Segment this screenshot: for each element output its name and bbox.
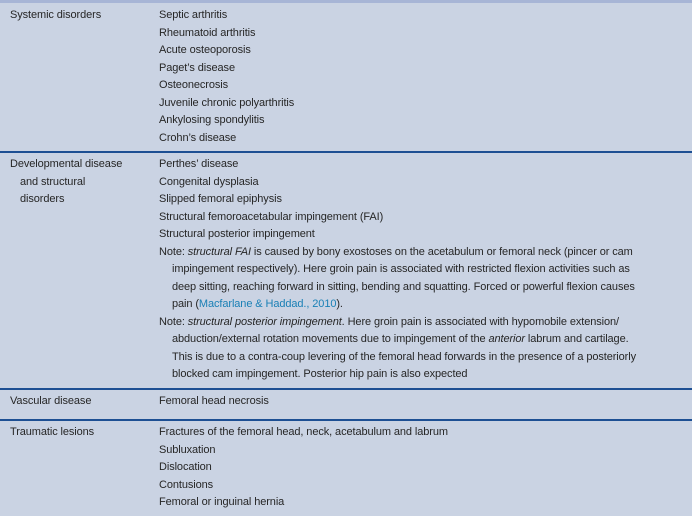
- diagnosis-item: Paget’s disease: [159, 61, 235, 74]
- note-text: is caused by bony exostoses on the acetabulum or femoral neck (pincer or cam: [250, 245, 633, 258]
- category-label: [0, 7, 159, 147]
- note-text: deep sitting, reaching forward in sitting, bending and squatting. Forced or powerful flexion causes: [172, 280, 635, 293]
- items-column: [159, 7, 692, 147]
- category-label: [0, 393, 159, 411]
- note-text: pain (: [172, 298, 199, 310]
- items-column: [159, 424, 692, 512]
- italic-term: structural FAI: [187, 245, 251, 258]
- diagnosis-item: Slipped femoral epiphysis: [159, 193, 282, 205]
- diagnosis-item: Femoral or inguinal hernia: [159, 496, 285, 508]
- category-label-line: Developmental disease: [10, 158, 123, 170]
- diagnosis-item: Perthes’ disease: [159, 158, 239, 170]
- note-line: [159, 261, 692, 279]
- diagnosis-item: Osteonecrosis: [159, 79, 229, 91]
- table-section: [0, 3, 692, 151]
- note-text: abduction/external rotation movements due to impingement of the: [172, 333, 489, 345]
- category-label: [0, 156, 159, 384]
- differential-diagnosis-table: [0, 3, 692, 516]
- citation-link[interactable]: Macfarlane & Haddad., 2010: [198, 298, 337, 310]
- diagnosis-item: Ankylosing spondylitis: [159, 114, 265, 126]
- category-label-line: Vascular disease: [10, 394, 92, 407]
- diagnosis-item: Structural posterior impingement: [159, 228, 315, 240]
- note-line: [159, 296, 692, 314]
- note-line: [159, 244, 692, 262]
- note-text: blocked cam impingement. Posterior hip pain is also expected: [172, 368, 468, 380]
- note-line: [159, 279, 692, 297]
- italic-term: structural posterior impingement: [187, 315, 342, 328]
- category-label-line: Traumatic lesions: [10, 426, 95, 438]
- note-line: [159, 331, 692, 349]
- diagnosis-item: Juvenile chronic polyarthritis: [159, 96, 295, 109]
- diagnosis-item: Crohn’s disease: [159, 131, 237, 144]
- diagnosis-item: Subluxation: [159, 443, 216, 456]
- table-section: [0, 151, 692, 388]
- note-line: [159, 349, 692, 367]
- diagnosis-item: Rheumatoid arthritis: [159, 26, 256, 39]
- note-text: . Here groin pain is associated with hypomobile extension/: [341, 315, 619, 328]
- note-line: [159, 366, 692, 384]
- diagnosis-item: Femoral head necrosis: [159, 394, 269, 407]
- note-text: This is due to a contra-coup levering of the femoral head forwards in the presence of a posteriorly: [172, 350, 636, 363]
- note-text: impingement respectively). Here groin pain is associated with restricted flexion activities such as: [172, 263, 630, 275]
- diagnosis-item: Dislocation: [159, 461, 212, 473]
- diagnosis-item: Acute osteoporosis: [159, 44, 251, 56]
- note-text: Note:: [159, 245, 188, 258]
- category-label-line: disorders: [20, 193, 65, 205]
- diagnosis-item: Fractures of the femoral head, neck, acetabulum and labrum: [159, 426, 448, 438]
- category-label: [0, 424, 159, 512]
- note-line: [159, 314, 692, 332]
- items-column: [159, 156, 692, 384]
- category-label-line: Systemic disorders: [10, 9, 102, 21]
- note-text: Note:: [159, 315, 188, 328]
- diagnosis-item: Structural femoroacetabular impingement (FAI): [159, 210, 384, 223]
- note-text: labrum and cartilage.: [524, 333, 629, 345]
- table-section: [0, 419, 692, 516]
- diagnosis-item: Septic arthritis: [159, 9, 228, 21]
- table-section: [0, 388, 692, 420]
- category-label-line: and structural: [20, 175, 86, 188]
- items-column: [159, 393, 692, 411]
- note-text: ).: [336, 298, 343, 310]
- diagnosis-item: Contusions: [159, 478, 214, 491]
- diagnosis-item: Congenital dysplasia: [159, 175, 259, 188]
- italic-term: anterior: [488, 333, 525, 345]
